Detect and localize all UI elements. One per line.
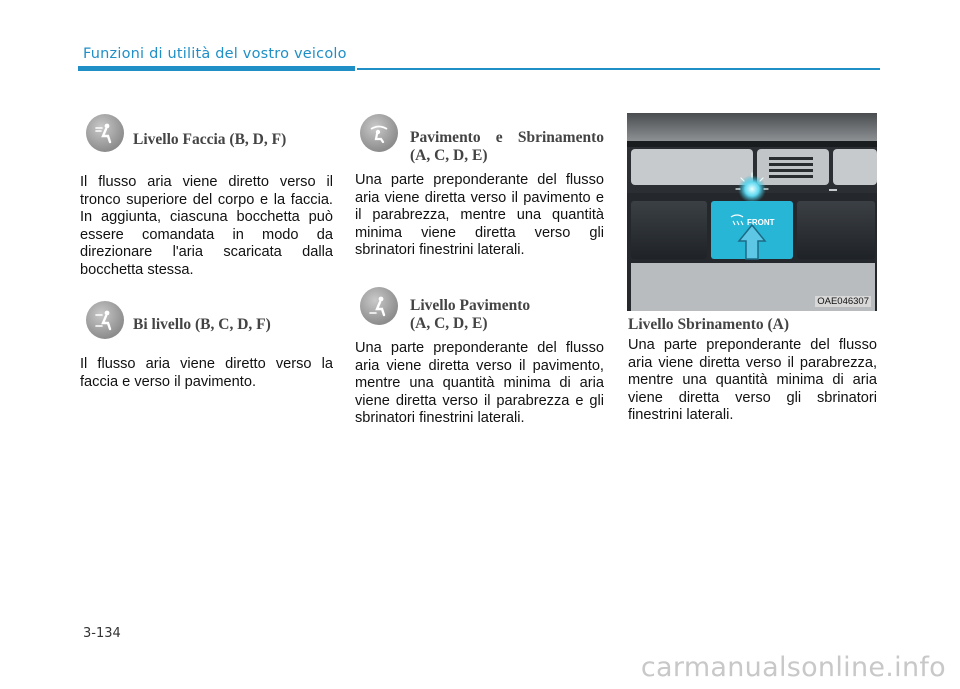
section-heading bbox=[410, 129, 604, 165]
heading-line: Pavimento e Sbrinamento bbox=[410, 129, 604, 146]
floor-defrost-icon bbox=[360, 114, 398, 152]
watermark: carmanualsonline.info bbox=[640, 652, 946, 683]
section-text: Il flusso aria viene diretto verso la faccia e verso il pavimento. bbox=[80, 356, 333, 390]
heading-line: Livello Pavimento bbox=[410, 297, 531, 314]
section-text: Una parte preponderante del flusso aria viene diretta verso il parabrezza, mentre una quantità minima di aria viene diretta verso gli sbrinatori finestrini laterali. bbox=[628, 337, 877, 424]
photo-caption: OAE046307 bbox=[817, 296, 869, 307]
front-defrost-button-photo bbox=[627, 113, 877, 311]
heading-line: Livello Faccia (B, D, F) bbox=[133, 131, 287, 148]
floor-vent-icon bbox=[360, 287, 398, 325]
heading-line: (A, C, D, E) bbox=[410, 147, 488, 164]
heading-line: Bi livello (B, C, D, F) bbox=[133, 316, 271, 333]
section-heading bbox=[628, 316, 789, 334]
section-heading bbox=[410, 297, 530, 333]
header-rule-thick bbox=[78, 66, 355, 71]
section-heading bbox=[133, 131, 286, 149]
svg-text:FRONT: FRONT bbox=[747, 218, 775, 227]
header-rule-thin bbox=[357, 68, 880, 70]
heading-line: (A, C, D, E) bbox=[410, 315, 488, 332]
heading-line: Livello Sbrinamento (A) bbox=[628, 316, 790, 333]
section-text: Una parte preponderante del flusso aria viene diretta verso il pavimento e il parabrezza, mentre una quantità minima viene diretta verso gli sbrinatori finestrini laterali. bbox=[355, 172, 604, 259]
section-text: Una parte preponderante del flusso aria viene diretta verso il pavimento, mentre una quantità minima di aria viene diretta verso il parabrezza e gli sbrinatori finestrini laterali. bbox=[355, 340, 604, 427]
page-number: 3-134 bbox=[83, 626, 121, 641]
section-title: Funzioni di utilità del vostro veicolo bbox=[83, 46, 347, 62]
section-heading bbox=[133, 316, 271, 334]
bi-level-vent-icon bbox=[86, 301, 124, 339]
section-text: Il flusso aria viene diretto verso il tronco superiore del corpo e la faccia. In aggiunta, ciascuna bocchetta può essere comandata in modo da direzionare l'aria scaricata dalla bocchetta stessa. bbox=[80, 174, 333, 278]
face-vent-icon bbox=[86, 114, 124, 152]
